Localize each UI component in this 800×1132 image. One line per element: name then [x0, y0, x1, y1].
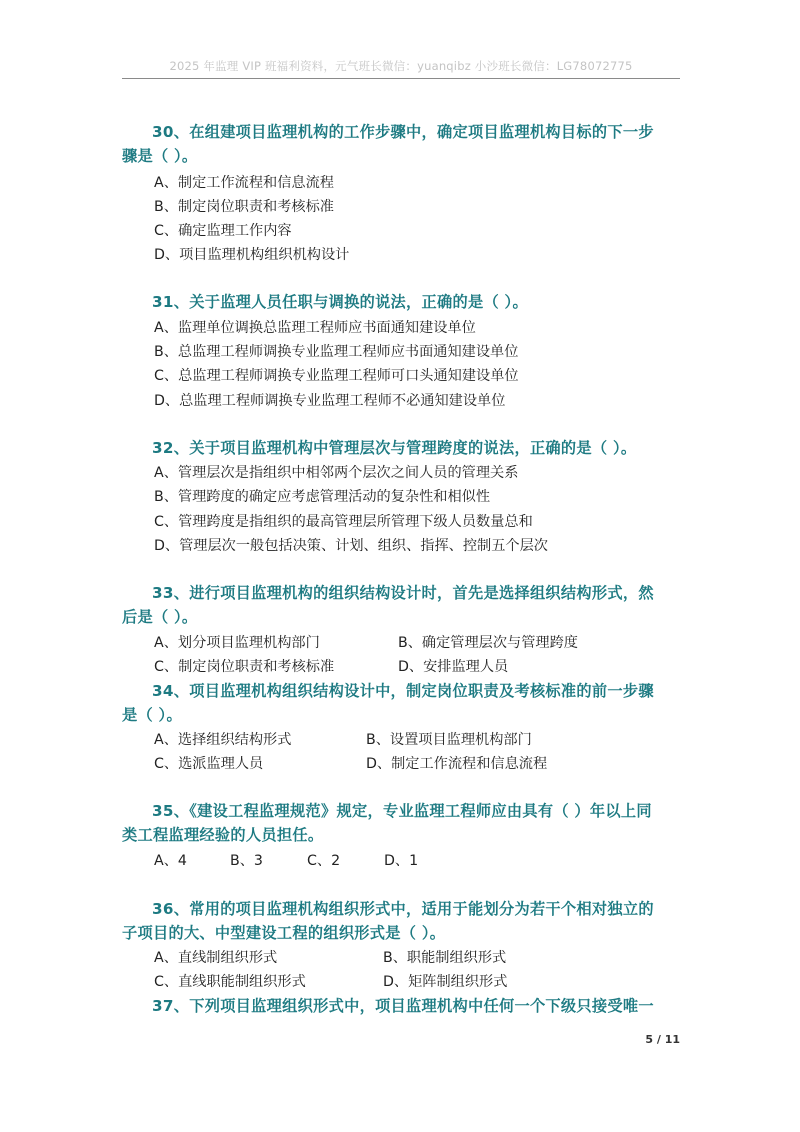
- question-30-option-d: D、项目监理机构组织机构设计: [154, 247, 350, 263]
- question-title-line1: 33、进行项目监理机构的组织结构设计时，首先是选择组织结构形式，然: [152, 584, 654, 602]
- question-title-line2: 是（ ）。: [122, 706, 182, 724]
- question-33-option-c: C、制定岗位职责和考核标准: [154, 659, 335, 675]
- page-number: 5 / 11: [645, 1033, 680, 1046]
- question-30-option-b: B、制定岗位职责和考核标准: [154, 199, 334, 215]
- page-header-watermark: 2025 年监理 VIP 班福利资料，元气班长微信：yuanqibz 小沙班长微信：LG78072775: [169, 59, 633, 73]
- question-title-line2: 后是（ ）。: [122, 608, 198, 626]
- question-32-option-b: B、管理跨度的确定应考虑管理活动的复杂性和相似性: [154, 489, 491, 505]
- question-36-option-b: B、职能制组织形式: [383, 950, 507, 966]
- question-33-option-d: D、安排监理人员: [398, 659, 509, 675]
- question-32-title: [122, 436, 682, 460]
- question-title-line1: 35、《建设工程监理规范》规定，专业监理工程师应由具有（ ）年以上同: [152, 802, 652, 820]
- question-34-option-c: C、选派监理人员: [154, 756, 264, 772]
- question-31-option-b: B、总监理工程师调换专业监理工程师应书面通知建设单位: [154, 344, 519, 360]
- question-title-line1: 30、在组建项目监理机构的工作步骤中，确定项目监理机构目标的下一步: [152, 123, 654, 141]
- question-30-title: [122, 120, 682, 168]
- question-36-option-d: D、矩阵制组织形式: [383, 974, 508, 990]
- question-34-title: [122, 679, 682, 727]
- question-35-option-b: B、3: [230, 853, 263, 869]
- question-35-option-c: C、2: [307, 853, 341, 869]
- question-34-option-a: A、选择组织结构形式: [154, 732, 292, 748]
- question-31-option-a: A、监理单位调换总监理工程师应书面通知建设单位: [154, 320, 476, 336]
- question-36-title: [122, 897, 682, 945]
- header-divider: [122, 78, 680, 79]
- question-33-option-b: B、确定管理层次与管理跨度: [398, 635, 578, 651]
- question-32-option-d: D、管理层次一般包括决策、计划、组织、指挥、控制五个层次: [154, 538, 548, 554]
- question-35-title: [122, 799, 682, 847]
- question-title-line1: 34、项目监理机构组织结构设计中，制定岗位职责及考核标准的前一步骤: [152, 682, 654, 700]
- question-34-option-d: D、制定工作流程和信息流程: [366, 756, 548, 772]
- question-35-option-a: A、4: [154, 853, 187, 869]
- question-33-title: [122, 581, 682, 629]
- question-31-option-d: D、总监理工程师调换专业监理工程师不必通知建设单位: [154, 393, 506, 409]
- question-31-option-c: C、总监理工程师调换专业监理工程师可口头通知建设单位: [154, 368, 519, 384]
- question-33-option-a: A、划分项目监理机构部门: [154, 635, 320, 651]
- question-34-option-b: B、设置项目监理机构部门: [366, 732, 532, 748]
- question-title-line1: 31、关于监理人员任职与调换的说法，正确的是（ ）。: [152, 293, 528, 311]
- question-title-line2: 类工程监理经验的人员担任。: [122, 826, 324, 844]
- question-title-line1: 32、关于项目监理机构中管理层次与管理跨度的说法，正确的是（ ）。: [152, 439, 637, 457]
- question-title-line1: 37、下列项目监理组织形式中，项目监理机构中任何一个下级只接受唯一: [152, 997, 654, 1015]
- question-30-option-c: C、确定监理工作内容: [154, 223, 292, 239]
- question-32-option-a: A、管理层次是指组织中相邻两个层次之间人员的管理关系: [154, 465, 519, 481]
- question-30-option-a: A、制定工作流程和信息流程: [154, 175, 334, 191]
- question-title-line1: 36、常用的项目监理机构组织形式中，适用于能划分为若干个相对独立的: [152, 900, 654, 918]
- question-36-option-c: C、直线职能制组织形式: [154, 974, 306, 990]
- question-37-title: [122, 994, 682, 1018]
- question-36-option-a: A、直线制组织形式: [154, 950, 278, 966]
- question-31-title: [122, 290, 682, 314]
- question-35-option-d: D、1: [384, 853, 419, 869]
- question-title-line2: 子项目的大、中型建设工程的组织形式是（ ）。: [122, 924, 446, 942]
- question-32-option-c: C、管理跨度是指组织的最高管理层所管理下级人员数量总和: [154, 514, 533, 530]
- question-title-line2: 骤是（ ）。: [122, 147, 198, 165]
